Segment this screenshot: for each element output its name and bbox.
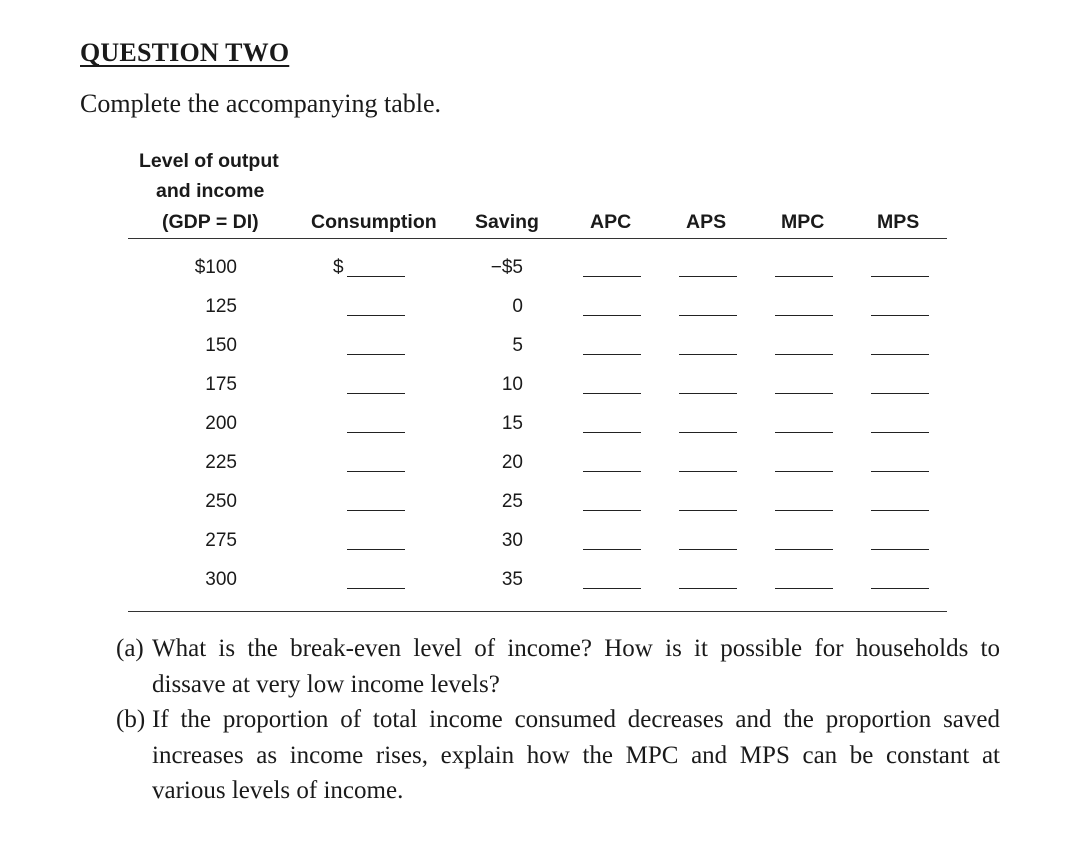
header-income-line2: and income <box>156 180 265 202</box>
mps-blank[interactable] <box>871 471 929 472</box>
question-a-line2: dissave at very low income levels? <box>152 671 500 698</box>
apc-blank[interactable] <box>583 432 641 433</box>
mpc-blank[interactable] <box>775 393 833 394</box>
mpc-blank[interactable] <box>775 354 833 355</box>
aps-blank[interactable] <box>679 510 737 511</box>
saving-cell: 15 <box>501 413 523 434</box>
mpc-blank[interactable] <box>775 432 833 433</box>
mps-blank[interactable] <box>871 432 929 433</box>
mpc-blank[interactable] <box>775 276 833 277</box>
header-consumption: Consumption <box>311 211 437 233</box>
aps-blank[interactable] <box>679 354 737 355</box>
income-cell: $100 <box>194 257 237 278</box>
income-cell: 275 <box>205 530 237 551</box>
header-apc: APC <box>590 211 632 233</box>
dollar-sign: $ <box>333 257 344 278</box>
saving-cell: 30 <box>501 530 523 551</box>
consumption-blank[interactable] <box>347 276 405 277</box>
mps-blank[interactable] <box>871 393 929 394</box>
aps-blank[interactable] <box>679 588 737 589</box>
income-cell: 150 <box>205 335 237 356</box>
apc-blank[interactable] <box>583 393 641 394</box>
header-income-line1: Level of output <box>139 150 279 172</box>
header-income-line3: (GDP = DI) <box>162 211 259 233</box>
aps-blank[interactable] <box>679 549 737 550</box>
page-heading: QUESTION TWO <box>80 38 290 67</box>
question-b-line1: If the proportion of total income consumed decreases and the proportion saved <box>152 706 1000 733</box>
saving-cell: 5 <box>512 335 523 356</box>
mpc-blank[interactable] <box>775 549 833 550</box>
mps-blank[interactable] <box>871 354 929 355</box>
header-mps: MPS <box>877 211 920 233</box>
saving-cell: 25 <box>501 491 523 512</box>
income-cell: 125 <box>205 296 237 317</box>
aps-blank[interactable] <box>679 315 737 316</box>
consumption-blank[interactable] <box>347 510 405 511</box>
question-a-line1: What is the break-even level of income? How is it possible for households to <box>152 635 1000 662</box>
mps-blank[interactable] <box>871 276 929 277</box>
mps-blank[interactable] <box>871 315 929 316</box>
mps-blank[interactable] <box>871 549 929 550</box>
instruction-text: Complete the accompanying table. <box>80 89 441 118</box>
mpc-blank[interactable] <box>775 471 833 472</box>
table-bottom-rule <box>128 611 947 612</box>
income-cell: 175 <box>205 374 237 395</box>
question-b-label: (b) <box>116 706 146 733</box>
question-b-line2: increases as income rises, explain how the MPC and MPS can be constant at <box>152 742 1000 769</box>
consumption-blank[interactable] <box>347 432 405 433</box>
consumption-blank[interactable] <box>347 315 405 316</box>
consumption-blank[interactable] <box>347 549 405 550</box>
saving-cell: 20 <box>501 452 523 473</box>
income-cell: 300 <box>205 569 237 590</box>
header-saving: Saving <box>475 211 539 233</box>
apc-blank[interactable] <box>583 315 641 316</box>
consumption-blank[interactable] <box>347 471 405 472</box>
consumption-blank[interactable] <box>347 354 405 355</box>
aps-blank[interactable] <box>679 393 737 394</box>
saving-cell: 10 <box>501 374 523 395</box>
aps-blank[interactable] <box>679 471 737 472</box>
mpc-blank[interactable] <box>775 315 833 316</box>
apc-blank[interactable] <box>583 510 641 511</box>
saving-cell: 0 <box>512 296 523 317</box>
income-cell: 250 <box>205 491 237 512</box>
table-top-rule <box>128 238 947 239</box>
aps-blank[interactable] <box>679 432 737 433</box>
mpc-blank[interactable] <box>775 588 833 589</box>
aps-blank[interactable] <box>679 276 737 277</box>
question-a-label: (a) <box>116 635 144 662</box>
income-cell: 200 <box>205 413 237 434</box>
consumption-blank[interactable] <box>347 588 405 589</box>
question-b-line3: various levels of income. <box>152 777 404 804</box>
saving-cell: 35 <box>501 569 523 590</box>
apc-blank[interactable] <box>583 354 641 355</box>
header-aps: APS <box>686 211 727 233</box>
apc-blank[interactable] <box>583 588 641 589</box>
apc-blank[interactable] <box>583 471 641 472</box>
mps-blank[interactable] <box>871 588 929 589</box>
apc-blank[interactable] <box>583 549 641 550</box>
mpc-blank[interactable] <box>775 510 833 511</box>
consumption-blank[interactable] <box>347 393 405 394</box>
header-mpc: MPC <box>781 211 825 233</box>
apc-blank[interactable] <box>583 276 641 277</box>
mps-blank[interactable] <box>871 510 929 511</box>
saving-cell: −$5 <box>490 257 523 278</box>
income-cell: 225 <box>205 452 237 473</box>
